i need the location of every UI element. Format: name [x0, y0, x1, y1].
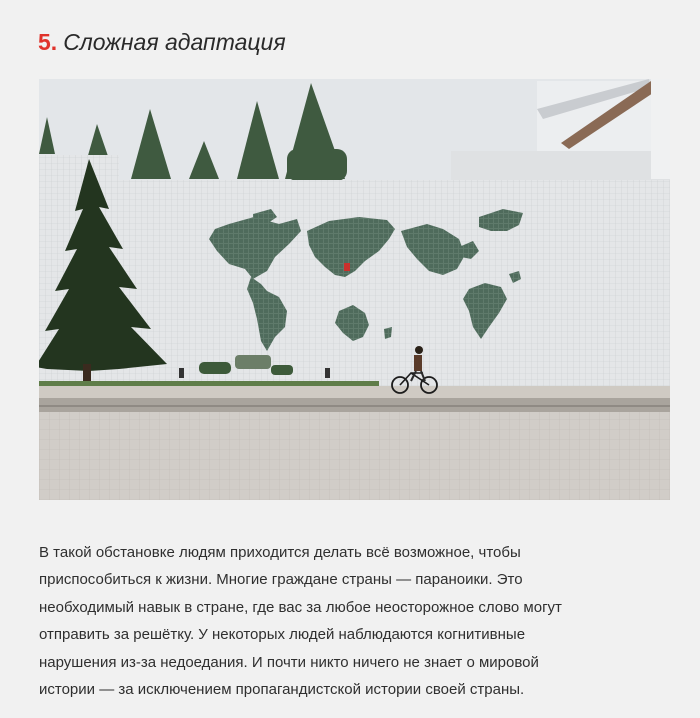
article-paragraph	[39, 539, 664, 703]
photo-illustration	[39, 79, 670, 500]
section-number: 5.	[38, 28, 58, 55]
section-title: Сложная адаптация	[63, 28, 286, 55]
sidewalk	[39, 386, 670, 398]
paragraph-line: истории — за исключением пропагандистской истории своей страны.	[39, 681, 525, 699]
paragraph-line: приспособиться к жизни. Многие граждане страны — параноики. Это	[39, 571, 523, 589]
paragraph-line: нарушения из-за недоедания. И почти никто ничего не знает о мировой	[39, 653, 539, 671]
paragraph-line: В такой обстановке людям приходится делать всё возможное, чтобы	[39, 544, 521, 561]
map-marker	[344, 263, 350, 271]
plaza-paving	[39, 412, 670, 500]
section-heading	[38, 24, 286, 60]
paragraph-line: отправить за решётку. У некоторых людей наблюдаются когнитивные	[39, 626, 526, 644]
article-photo	[39, 79, 670, 500]
paragraph-line: необходимый навык в стране, где вас за любое неосторожное слово могут	[39, 598, 562, 616]
